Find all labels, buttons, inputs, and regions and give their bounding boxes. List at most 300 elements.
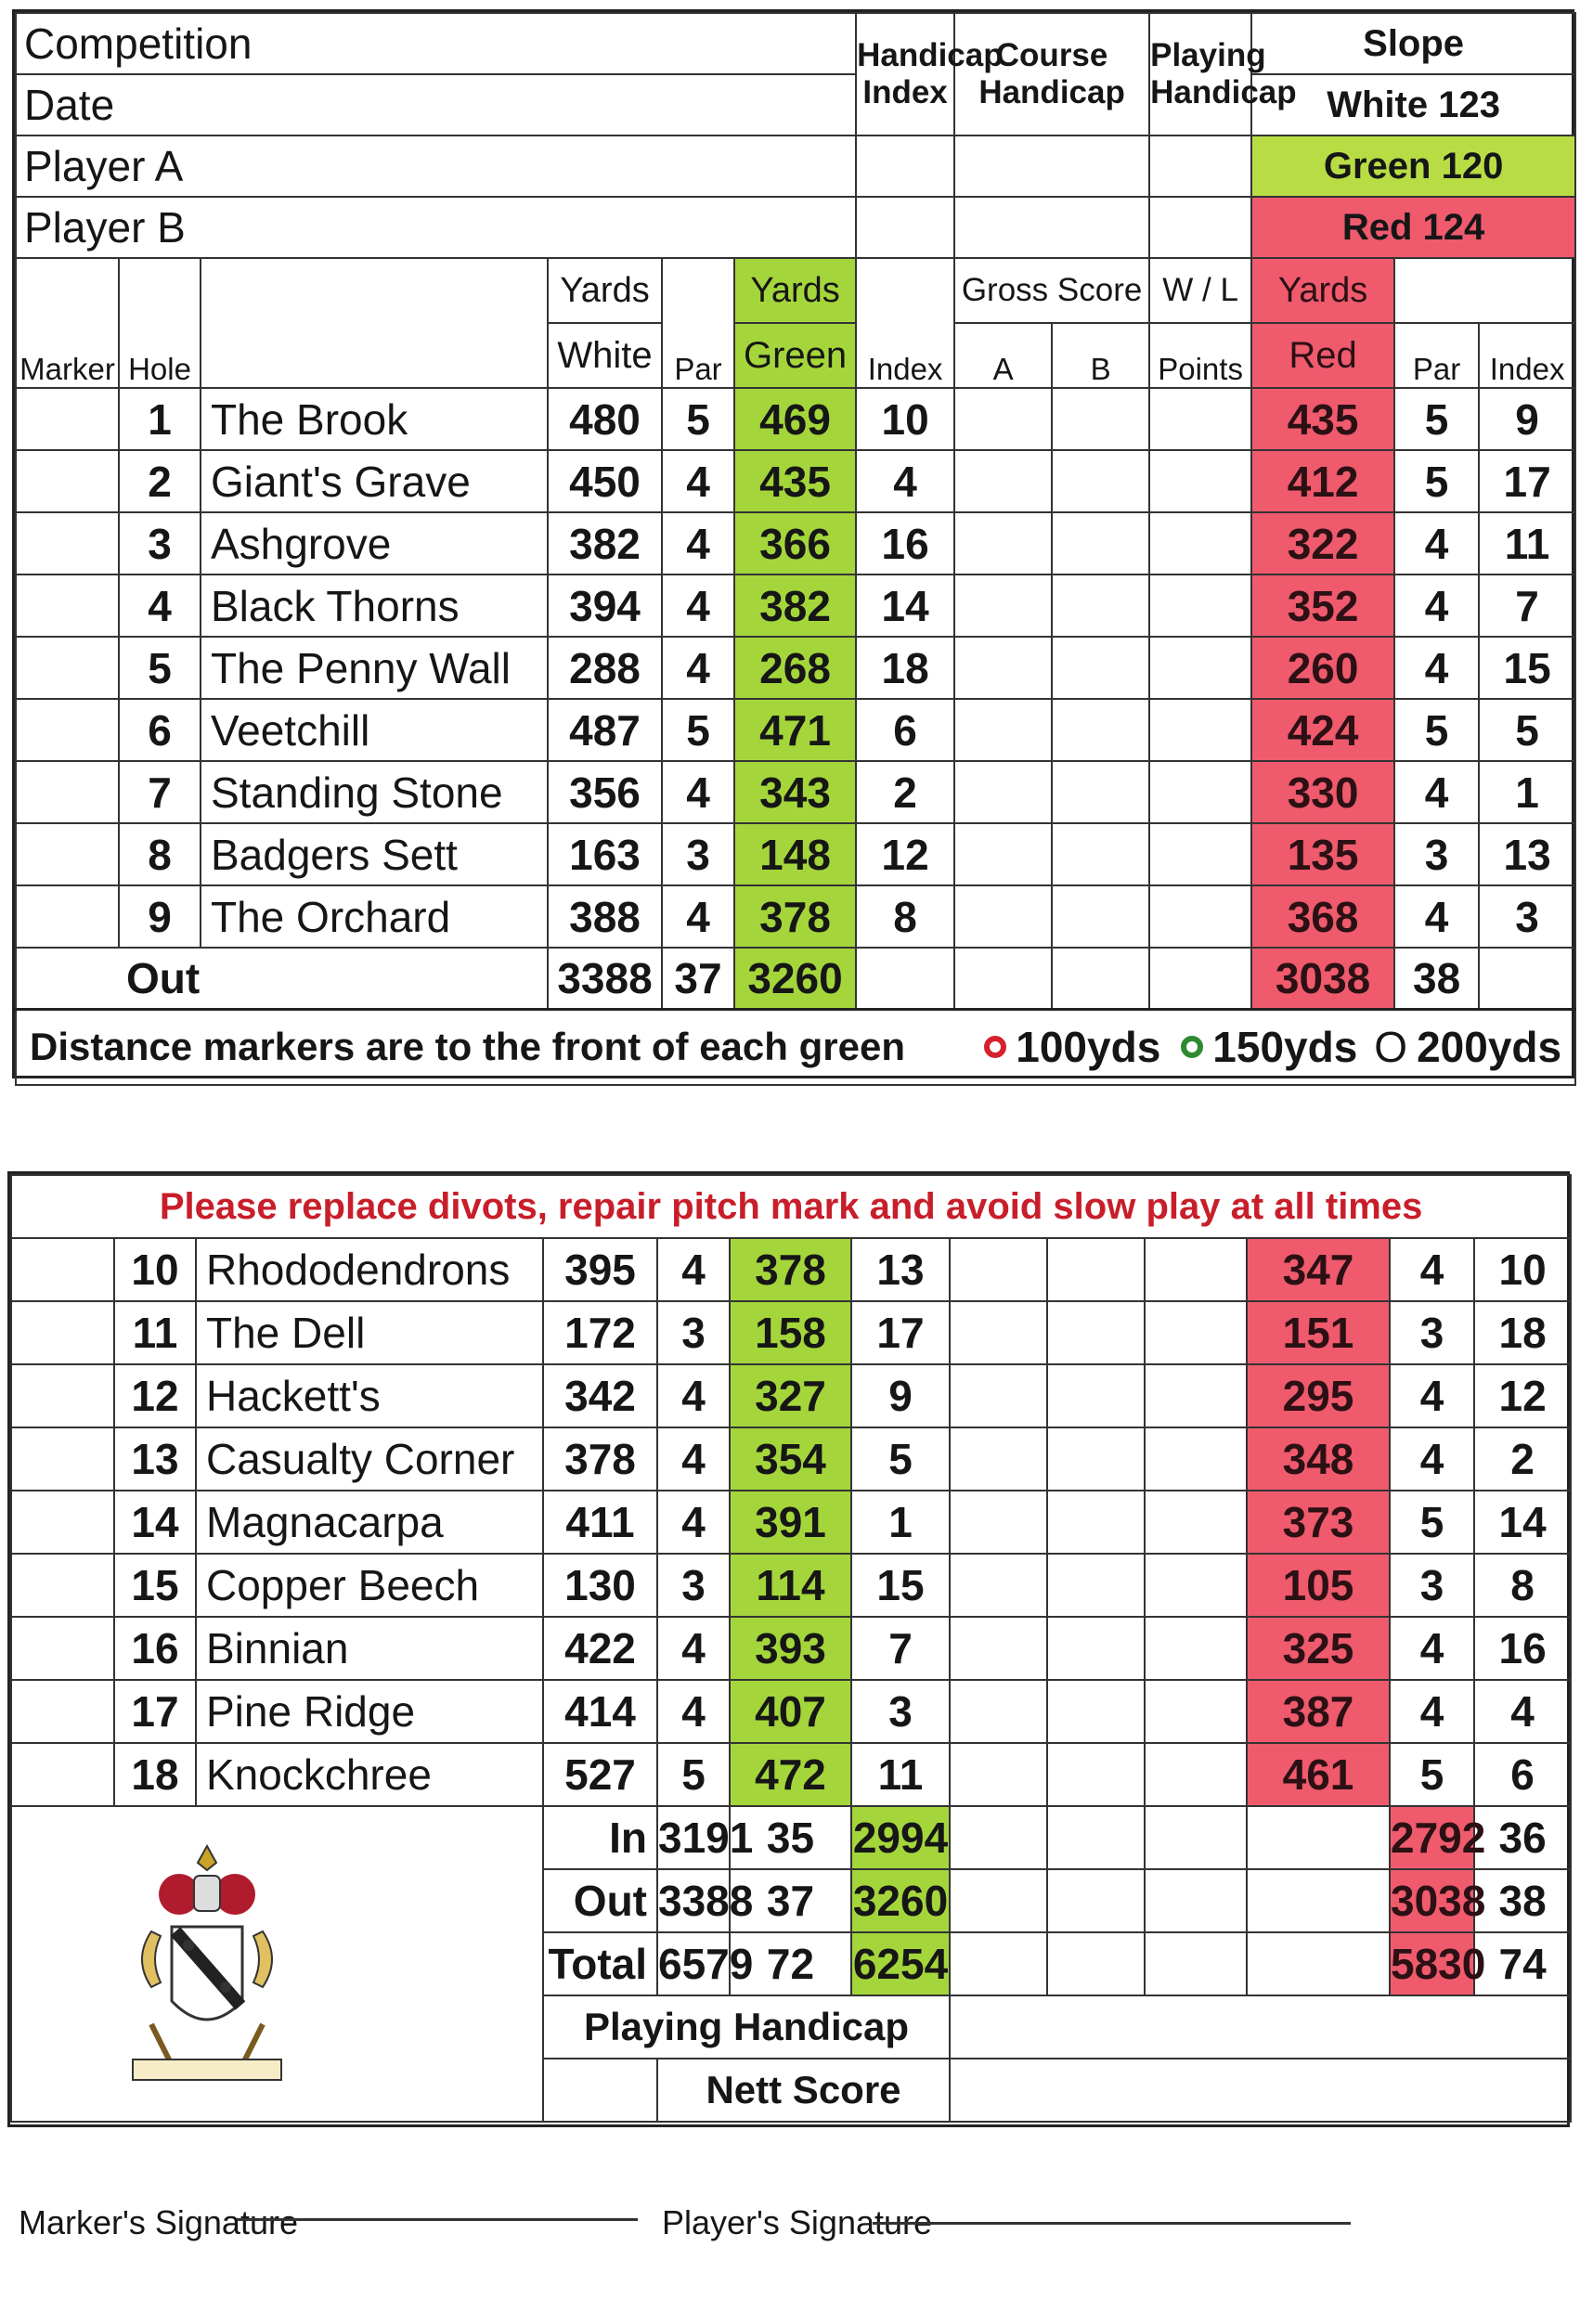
red-header: Red <box>1251 323 1394 388</box>
hole-row <box>11 1427 1571 1491</box>
par: 4 <box>657 1238 730 1301</box>
red-yards: 295 <box>1247 1364 1390 1427</box>
gross-score-b-cell[interactable] <box>1052 575 1149 637</box>
marker-signature-label: Marker's Signature <box>19 2203 298 2241</box>
marker-score-cell[interactable] <box>11 1301 114 1364</box>
gross-score-a-cell[interactable] <box>954 450 1052 512</box>
hole-row <box>16 699 1575 761</box>
white-yards: 480 <box>548 388 662 450</box>
white-yards: 382 <box>548 512 662 575</box>
white-yards: 388 <box>548 885 662 948</box>
red-index-header: Index <box>1479 323 1575 388</box>
marker-score-cell[interactable] <box>11 1427 114 1491</box>
wl-points-cell[interactable] <box>1149 450 1251 512</box>
par: 4 <box>657 1427 730 1491</box>
hole-name: Casualty Corner <box>196 1427 543 1491</box>
gross-score-a-cell[interactable] <box>954 761 1052 823</box>
gross-score-b-cell[interactable] <box>1047 1301 1145 1364</box>
marker-score-cell[interactable] <box>11 1491 114 1554</box>
marker-score-cell[interactable] <box>16 885 119 948</box>
gross-score-b-cell[interactable] <box>1052 761 1149 823</box>
gross-score-b-cell[interactable] <box>1047 1554 1145 1617</box>
red-par: 5 <box>1394 450 1479 512</box>
white-yards: 130 <box>543 1554 657 1617</box>
red-par: 5 <box>1394 388 1479 450</box>
red-yards: 330 <box>1251 761 1394 823</box>
hole-row <box>11 1680 1571 1743</box>
red-index: 8 <box>1474 1554 1571 1617</box>
stroke-index: 13 <box>851 1238 950 1301</box>
out-label-text: Out <box>126 953 201 1002</box>
gross-score-b-cell[interactable] <box>1047 1491 1145 1554</box>
gross-score-a-cell[interactable] <box>950 1364 1047 1427</box>
stroke-index: 8 <box>856 885 954 948</box>
points-header: Points <box>1149 323 1251 388</box>
playing-handicap-entry[interactable] <box>950 1995 1571 2059</box>
red-index: 18 <box>1474 1301 1571 1364</box>
yards-red-header: Yards <box>1251 258 1394 323</box>
hole-number: 17 <box>114 1680 196 1743</box>
total-gross-b[interactable] <box>1145 1932 1247 1995</box>
out-red-index-blank <box>1479 948 1575 1009</box>
playing-handicap-label: Playing Handicap <box>543 1995 950 2059</box>
total-gross-a[interactable] <box>1047 1932 1145 1995</box>
total-label: Total <box>543 1932 657 1995</box>
hole-row <box>16 885 1575 948</box>
gross-score-a-cell[interactable] <box>950 1617 1047 1680</box>
red-index: 9 <box>1479 388 1575 450</box>
gross-score-b-cell[interactable] <box>1052 637 1149 699</box>
hole-row <box>16 761 1575 823</box>
ph-line2: Handicap <box>1150 74 1297 110</box>
white-yards: 395 <box>543 1238 657 1301</box>
wl-points-cell[interactable] <box>1149 699 1251 761</box>
green-yards: 343 <box>734 761 856 823</box>
out-index-blank <box>856 948 954 1009</box>
marker-score-cell[interactable] <box>11 1364 114 1427</box>
red-header-blank <box>1394 258 1575 323</box>
wl-points-cell[interactable] <box>1149 637 1251 699</box>
par: 4 <box>662 575 734 637</box>
red-yards: 412 <box>1251 450 1394 512</box>
red-par: 4 <box>1394 761 1479 823</box>
club-crest-icon <box>114 1839 300 2089</box>
red-yards: 461 <box>1247 1743 1390 1806</box>
total-index-blank <box>950 1806 1047 1869</box>
marker-score-cell[interactable] <box>16 388 119 450</box>
yards-green-header: Yards <box>734 258 856 323</box>
front-scorecard-table <box>15 12 1576 1086</box>
hole-name: Badgers Sett <box>201 823 548 885</box>
slope-header: Slope <box>1251 13 1575 74</box>
stroke-index: 1 <box>851 1491 950 1554</box>
crest-cell <box>11 1806 543 2122</box>
par: 5 <box>657 1743 730 1806</box>
red-yards: 347 <box>1247 1238 1390 1301</box>
red-par: 5 <box>1394 699 1479 761</box>
wl-points-cell[interactable] <box>1145 1238 1247 1301</box>
info-row-player-b <box>16 197 1575 258</box>
green-yards: 472 <box>730 1743 851 1806</box>
wl-points-cell[interactable] <box>1145 1554 1247 1617</box>
gross-score-a-cell[interactable] <box>950 1554 1047 1617</box>
red-par: 4 <box>1394 637 1479 699</box>
green-yards: 469 <box>734 388 856 450</box>
player-a-field[interactable] <box>16 136 856 197</box>
wl-header: W / L <box>1149 258 1251 323</box>
marker-score-cell[interactable] <box>11 1743 114 1806</box>
red-yards: 424 <box>1251 699 1394 761</box>
red-index: 6 <box>1474 1743 1571 1806</box>
green-yards: 114 <box>730 1554 851 1617</box>
red-index: 7 <box>1479 575 1575 637</box>
gross-score-b-cell[interactable] <box>1047 1617 1145 1680</box>
white-yards: 527 <box>543 1743 657 1806</box>
total-red-par: 74 <box>1474 1932 1571 1995</box>
green-yards: 382 <box>734 575 856 637</box>
gross-score-b-cell[interactable] <box>1047 1680 1145 1743</box>
par: 4 <box>662 512 734 575</box>
red-yards: 435 <box>1251 388 1394 450</box>
red-par: 4 <box>1390 1617 1474 1680</box>
marker-score-cell[interactable] <box>16 823 119 885</box>
wl-points-cell[interactable] <box>1145 1491 1247 1554</box>
total-gross-b[interactable] <box>1145 1869 1247 1932</box>
gross-score-b-cell[interactable] <box>1047 1427 1145 1491</box>
gross-score-b-cell[interactable] <box>1052 823 1149 885</box>
par-header: Par <box>662 258 734 388</box>
green-header: Green <box>734 323 856 388</box>
wl-points-cell[interactable] <box>1149 823 1251 885</box>
hole-number: 6 <box>119 699 201 761</box>
date-label: Date <box>24 81 115 129</box>
par: 3 <box>657 1554 730 1617</box>
ph-line1: Playing <box>1150 37 1266 73</box>
total-index-blank <box>950 1869 1047 1932</box>
player-a-handicap-index[interactable] <box>856 136 954 197</box>
green-yards: 366 <box>734 512 856 575</box>
out-label <box>16 948 548 1009</box>
hole-row <box>16 450 1575 512</box>
hole-row <box>11 1238 1571 1301</box>
wl-points-cell[interactable] <box>1145 1617 1247 1680</box>
hole-row <box>11 1364 1571 1427</box>
gross-score-a-cell[interactable] <box>954 575 1052 637</box>
marker-score-cell[interactable] <box>11 1238 114 1301</box>
wl-points-cell[interactable] <box>1145 1680 1247 1743</box>
white-yards: 356 <box>548 761 662 823</box>
date-field[interactable] <box>16 74 856 136</box>
total-label: Out <box>543 1869 657 1932</box>
nett-score-label: Nett Score <box>657 2059 950 2122</box>
stroke-index: 4 <box>856 450 954 512</box>
total-red: 2792 <box>1390 1806 1474 1869</box>
distance-marker-note-cell <box>16 1009 1575 1085</box>
red-yards: 135 <box>1251 823 1394 885</box>
red-par: 4 <box>1394 575 1479 637</box>
stroke-index: 10 <box>856 388 954 450</box>
player-signature-line[interactable] <box>873 2222 1351 2225</box>
gross-score-b-cell[interactable] <box>1047 1364 1145 1427</box>
green-yards: 435 <box>734 450 856 512</box>
white-yards: 378 <box>543 1427 657 1491</box>
hole-number: 2 <box>119 450 201 512</box>
total-points[interactable] <box>1247 1869 1390 1932</box>
hole-number: 3 <box>119 512 201 575</box>
red-index: 4 <box>1474 1680 1571 1743</box>
stroke-index: 18 <box>856 637 954 699</box>
out-gross-a[interactable] <box>954 948 1052 1009</box>
total-red: 5830 <box>1390 1932 1474 1995</box>
total-green: 2994 <box>851 1806 950 1869</box>
player-signature-label: Player's Signature <box>662 2203 933 2241</box>
marker-score-cell[interactable] <box>11 1617 114 1680</box>
red-index: 13 <box>1479 823 1575 885</box>
wl-points-cell[interactable] <box>1145 1743 1247 1806</box>
gross-score-b-cell[interactable] <box>1052 512 1149 575</box>
competition-field[interactable] <box>16 13 856 74</box>
total-red-par: 38 <box>1474 1869 1571 1932</box>
wl-points-cell[interactable] <box>1149 575 1251 637</box>
red-par: 4 <box>1394 885 1479 948</box>
stroke-index: 2 <box>856 761 954 823</box>
marker-score-cell[interactable] <box>16 699 119 761</box>
white-yards: 172 <box>543 1301 657 1364</box>
out-white: 3388 <box>548 948 662 1009</box>
gross-score-a-cell[interactable] <box>950 1427 1047 1491</box>
hole-number: 18 <box>114 1743 196 1806</box>
total-index-blank <box>950 1932 1047 1995</box>
par: 3 <box>657 1301 730 1364</box>
green-yards: 471 <box>734 699 856 761</box>
back-scorecard-table <box>10 1174 1572 2123</box>
green-yards: 378 <box>730 1238 851 1301</box>
total-row <box>11 1806 1571 1869</box>
green-yards: 148 <box>734 823 856 885</box>
par: 4 <box>657 1364 730 1427</box>
total-red-par: 36 <box>1474 1806 1571 1869</box>
out-gross-b[interactable] <box>1052 948 1149 1009</box>
out-points[interactable] <box>1149 948 1251 1009</box>
marker-score-cell[interactable] <box>16 512 119 575</box>
hole-name: Standing Stone <box>201 761 548 823</box>
player-b-course-handicap[interactable] <box>954 197 1149 258</box>
total-white: 6579 <box>657 1932 730 1995</box>
out-par: 37 <box>662 948 734 1009</box>
red-par: 3 <box>1390 1554 1474 1617</box>
marker-score-cell[interactable] <box>16 450 119 512</box>
wl-points-cell[interactable] <box>1149 761 1251 823</box>
white-marker-icon: O <box>1374 1023 1408 1072</box>
hole-name: The Dell <box>196 1301 543 1364</box>
hole-name: The Brook <box>201 388 548 450</box>
total-gross-a[interactable] <box>1047 1806 1145 1869</box>
stroke-index: 7 <box>851 1617 950 1680</box>
hole-number: 14 <box>114 1491 196 1554</box>
legend-150: 150yds <box>1212 1023 1358 1072</box>
marker-score-cell[interactable] <box>16 575 119 637</box>
total-points[interactable] <box>1247 1806 1390 1869</box>
gross-score-b-cell[interactable] <box>1052 388 1149 450</box>
gross-score-a-cell[interactable] <box>950 1491 1047 1554</box>
total-gross-b[interactable] <box>1145 1806 1247 1869</box>
hole-name: Copper Beech <box>196 1554 543 1617</box>
hole-row <box>16 637 1575 699</box>
white-yards: 414 <box>543 1680 657 1743</box>
red-par: 4 <box>1394 512 1479 575</box>
club-crest <box>12 1839 402 2089</box>
gross-score-b-cell[interactable] <box>1047 1743 1145 1806</box>
hole-number: 5 <box>119 637 201 699</box>
player-a-course-handicap[interactable] <box>954 136 1149 197</box>
hole-row <box>16 512 1575 575</box>
red-par: 5 <box>1390 1491 1474 1554</box>
distance-legend <box>984 1022 1561 1072</box>
stroke-index: 9 <box>851 1364 950 1427</box>
column-header-row-1 <box>16 258 1575 323</box>
gross-score-a-cell[interactable] <box>950 1680 1047 1743</box>
par: 4 <box>657 1617 730 1680</box>
gross-score-b-cell[interactable] <box>1052 699 1149 761</box>
hole-name: The Orchard <box>201 885 548 948</box>
marker-signature-line[interactable] <box>237 2218 638 2221</box>
gross-score-b-cell[interactable] <box>1052 885 1149 948</box>
hole-name: Veetchill <box>201 699 548 761</box>
stroke-index: 11 <box>851 1743 950 1806</box>
wl-points-cell[interactable] <box>1149 388 1251 450</box>
red-par: 4 <box>1390 1680 1474 1743</box>
wl-points-cell[interactable] <box>1149 512 1251 575</box>
hole-name: Pine Ridge <box>196 1680 543 1743</box>
hole-header: Hole <box>119 258 201 388</box>
hole-name: Magnacarpa <box>196 1491 543 1554</box>
red-index: 17 <box>1479 450 1575 512</box>
hole-row <box>16 823 1575 885</box>
red-yards: 105 <box>1247 1554 1390 1617</box>
player-a-label: Player A <box>24 142 184 190</box>
gross-score-b-cell[interactable] <box>1052 450 1149 512</box>
gross-score-a-cell[interactable] <box>954 388 1052 450</box>
wl-points-cell[interactable] <box>1149 885 1251 948</box>
white-yards: 288 <box>548 637 662 699</box>
legend-200: 200yds <box>1417 1023 1562 1072</box>
info-row-player-a <box>16 136 1575 197</box>
red-par: 3 <box>1390 1301 1474 1364</box>
red-index: 14 <box>1474 1491 1571 1554</box>
playing-handicap-header <box>1149 13 1297 136</box>
player-b-playing-handicap[interactable] <box>1149 197 1251 258</box>
red-yards: 368 <box>1251 885 1394 948</box>
red-index: 1 <box>1479 761 1575 823</box>
gross-score-b-cell[interactable] <box>1047 1238 1145 1301</box>
hole-name: The Penny Wall <box>201 637 548 699</box>
total-label: In <box>543 1806 657 1869</box>
hole-row <box>11 1743 1571 1806</box>
back-nine-card <box>7 1171 1570 2127</box>
stroke-index: 14 <box>856 575 954 637</box>
total-gross-a[interactable] <box>1047 1869 1145 1932</box>
course-handicap-header <box>954 13 1149 136</box>
total-points[interactable] <box>1247 1932 1390 1995</box>
red-yards: 348 <box>1247 1427 1390 1491</box>
red-index: 16 <box>1474 1617 1571 1680</box>
white-yards: 422 <box>543 1617 657 1680</box>
stroke-index: 6 <box>856 699 954 761</box>
player-b-label: Player B <box>24 203 186 252</box>
par: 4 <box>662 450 734 512</box>
marker-header: Marker <box>16 258 119 388</box>
red-par-header: Par <box>1394 323 1479 388</box>
green-yards: 327 <box>730 1364 851 1427</box>
gross-score-a-cell[interactable] <box>954 637 1052 699</box>
gross-score-a-cell[interactable] <box>954 885 1052 948</box>
marker-score-cell[interactable] <box>11 1680 114 1743</box>
gross-score-a-cell[interactable] <box>950 1301 1047 1364</box>
marker-score-cell[interactable] <box>11 1554 114 1617</box>
green-yards: 354 <box>730 1427 851 1491</box>
out-red: 3038 <box>1251 948 1394 1009</box>
distance-note: Distance markers are to the front of each green <box>30 1025 905 1069</box>
hole-number: 15 <box>114 1554 196 1617</box>
hole-name-header <box>201 258 548 388</box>
wl-points-cell[interactable] <box>1145 1301 1247 1364</box>
white-yards: 394 <box>548 575 662 637</box>
red-par: 4 <box>1390 1364 1474 1427</box>
slope-white: White 123 <box>1251 74 1575 136</box>
player-b-handicap-index[interactable] <box>856 197 954 258</box>
red-index: 3 <box>1479 885 1575 948</box>
gross-score-a-cell[interactable] <box>950 1743 1047 1806</box>
stroke-index: 16 <box>856 512 954 575</box>
total-green: 6254 <box>851 1932 950 1995</box>
gross-score-a-cell[interactable] <box>950 1238 1047 1301</box>
hole-name: Hackett's <box>196 1364 543 1427</box>
player-b-field[interactable] <box>16 197 856 258</box>
stroke-index: 5 <box>851 1427 950 1491</box>
out-red-par: 38 <box>1394 948 1479 1009</box>
player-a-playing-handicap[interactable] <box>1149 136 1251 197</box>
gross-score-a-cell[interactable] <box>954 512 1052 575</box>
wl-points-cell[interactable] <box>1145 1427 1247 1491</box>
total-red: 3038 <box>1390 1869 1474 1932</box>
hole-number: 4 <box>119 575 201 637</box>
par: 4 <box>662 637 734 699</box>
green-yards: 393 <box>730 1617 851 1680</box>
gross-score-a-cell[interactable] <box>954 699 1052 761</box>
par: 4 <box>657 1491 730 1554</box>
stroke-index: 15 <box>851 1554 950 1617</box>
nett-score-entry[interactable] <box>950 2059 1571 2122</box>
red-yards: 322 <box>1251 512 1394 575</box>
green-marker-icon <box>1181 1036 1203 1058</box>
marker-score-cell[interactable] <box>16 637 119 699</box>
gross-score-a-cell[interactable] <box>954 823 1052 885</box>
competition-label: Competition <box>24 19 253 68</box>
wl-points-cell[interactable] <box>1145 1364 1247 1427</box>
green-yards: 158 <box>730 1301 851 1364</box>
stroke-index: 3 <box>851 1680 950 1743</box>
index-header: Index <box>856 258 954 388</box>
red-index: 11 <box>1479 512 1575 575</box>
hole-row <box>16 575 1575 637</box>
hole-row <box>11 1491 1571 1554</box>
stroke-index: 17 <box>851 1301 950 1364</box>
green-yards: 378 <box>734 885 856 948</box>
red-index: 5 <box>1479 699 1575 761</box>
par: 4 <box>662 761 734 823</box>
red-marker-icon <box>984 1036 1006 1058</box>
marker-score-cell[interactable] <box>16 761 119 823</box>
